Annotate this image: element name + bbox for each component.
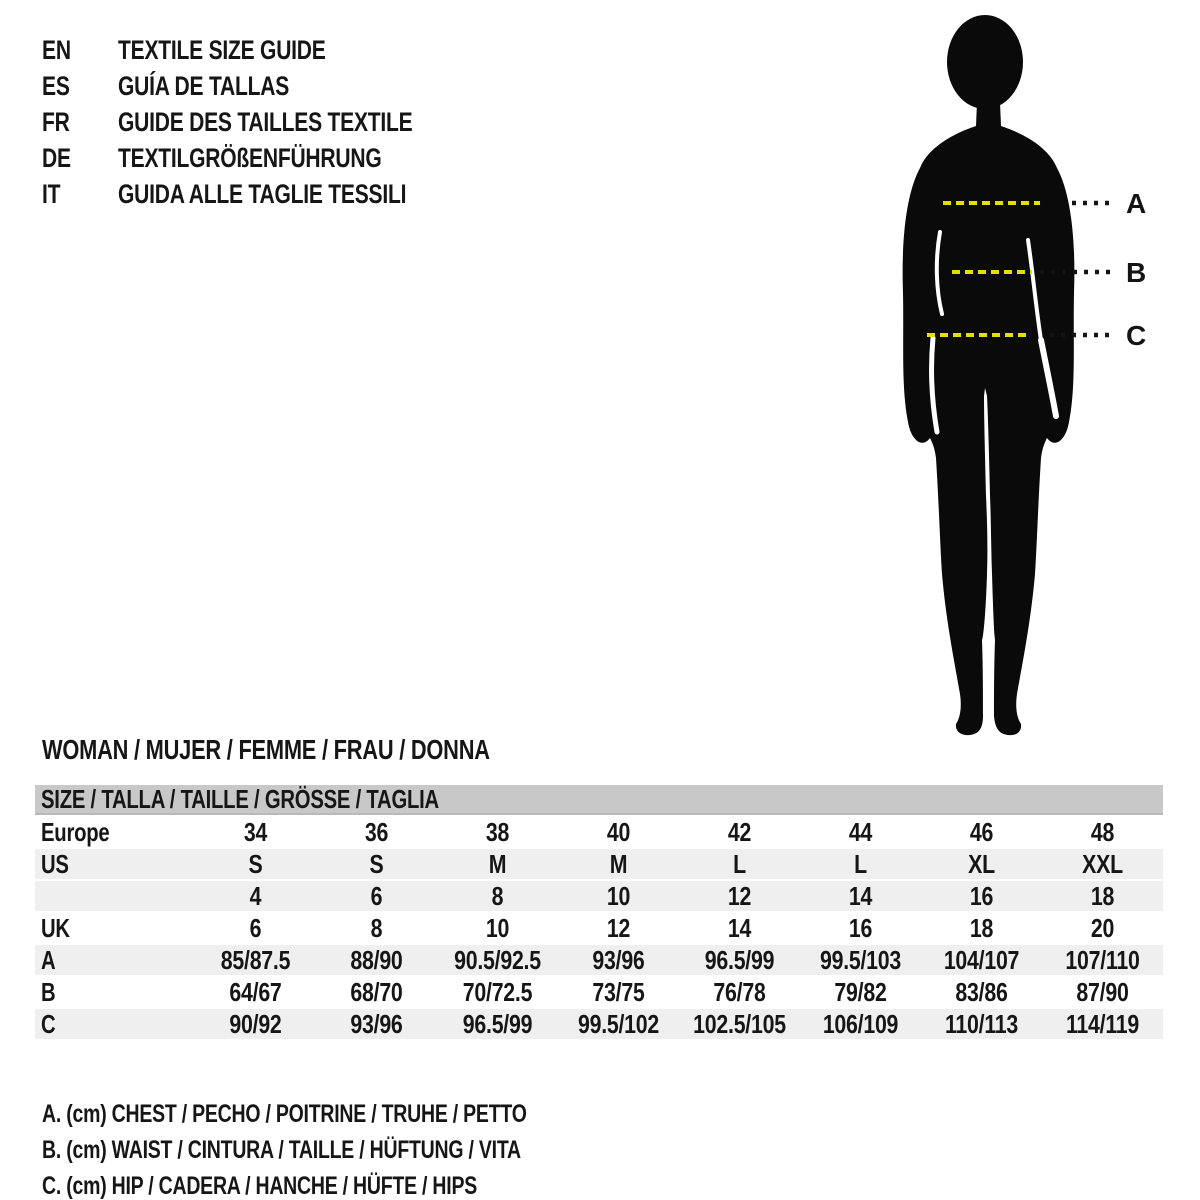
table-cell: M bbox=[488, 848, 507, 879]
table-cell: 14 bbox=[727, 912, 752, 943]
table-cell: 12 bbox=[727, 880, 752, 911]
table-cell: 18 bbox=[1090, 880, 1115, 911]
table-cell: S bbox=[369, 848, 384, 879]
row-label: C bbox=[41, 1008, 56, 1039]
size-table-header-text: SIZE / TALLA / TAILLE / GRÖSSE / TAGLIA bbox=[41, 783, 439, 814]
table-cell: 20 bbox=[1090, 912, 1115, 943]
table-cell: 6 bbox=[249, 912, 262, 943]
row-label: UK bbox=[41, 912, 70, 943]
table-cell: 114/119 bbox=[1065, 1008, 1139, 1039]
table-cell: 8 bbox=[370, 912, 383, 943]
table-row-us-numbers bbox=[35, 879, 1163, 911]
table-cell: 79/82 bbox=[834, 976, 887, 1007]
marker-label-c: C bbox=[1126, 320, 1147, 351]
table-cell: 88/90 bbox=[350, 944, 403, 975]
table-cell: L bbox=[854, 848, 867, 879]
language-code: ES bbox=[42, 70, 70, 101]
guide-title-en: TEXTILE SIZE GUIDE bbox=[118, 34, 326, 65]
table-cell: 64/67 bbox=[229, 976, 282, 1007]
language-row-en bbox=[42, 32, 496, 68]
gender-heading bbox=[42, 732, 616, 768]
marker-label-b: B bbox=[1126, 257, 1147, 288]
table-cell: 40 bbox=[606, 816, 631, 847]
table-cell: M bbox=[609, 848, 628, 879]
row-label: B bbox=[41, 976, 56, 1007]
table-cell: 16 bbox=[969, 880, 994, 911]
table-cell: 10 bbox=[606, 880, 631, 911]
table-cell: 12 bbox=[606, 912, 631, 943]
table-cell: 83/86 bbox=[955, 976, 1008, 1007]
table-cell: 102.5/105 bbox=[693, 1008, 786, 1039]
table-cell: 90/92 bbox=[229, 1008, 282, 1039]
row-label: US bbox=[41, 848, 69, 879]
table-cell: 16 bbox=[848, 912, 873, 943]
table-cell: 4 bbox=[249, 880, 262, 911]
legend-waist-text: B. (cm) WAIST / CINTURA / TAILLE / HÜFTUNG / VITA bbox=[42, 1135, 521, 1164]
table-cell: 96.5/99 bbox=[704, 944, 775, 975]
gender-heading-text: WOMAN / MUJER / FEMME / FRAU / DONNA bbox=[42, 734, 490, 765]
table-cell: 99.5/103 bbox=[819, 944, 902, 975]
row-label: Europe bbox=[41, 816, 110, 847]
language-code: FR bbox=[42, 106, 70, 137]
table-cell: 85/87.5 bbox=[220, 944, 291, 975]
table-cell: S bbox=[248, 848, 263, 879]
table-cell: XL bbox=[968, 848, 995, 879]
table-cell: 104/107 bbox=[943, 944, 1020, 975]
size-table bbox=[35, 785, 1163, 1039]
table-cell: 44 bbox=[848, 816, 873, 847]
table-cell: XXL bbox=[1082, 848, 1123, 879]
table-cell: 36 bbox=[364, 816, 389, 847]
legend-hip-text: C. (cm) HIP / CADERA / HANCHE / HÜFTE / HIPS bbox=[42, 1171, 477, 1200]
language-code: EN bbox=[42, 34, 71, 65]
table-row-europe bbox=[35, 815, 1163, 847]
marker-label-a: A bbox=[1126, 188, 1147, 219]
table-cell: 87/90 bbox=[1076, 976, 1129, 1007]
guide-title-fr: GUIDE DES TAILLES TEXTILE bbox=[118, 106, 413, 137]
silhouette-body bbox=[903, 78, 1075, 735]
table-cell: 38 bbox=[485, 816, 510, 847]
measurement-legend bbox=[42, 1096, 663, 1200]
table-row-chest-a bbox=[35, 943, 1163, 975]
size-table-header bbox=[35, 785, 1163, 815]
table-cell: 90.5/92.5 bbox=[454, 944, 541, 975]
silhouette-svg bbox=[880, 8, 1170, 748]
table-cell: 110/113 bbox=[944, 1008, 1018, 1039]
language-row-es bbox=[42, 68, 496, 104]
table-cell: 73/75 bbox=[592, 976, 645, 1007]
table-row-waist-b bbox=[35, 975, 1163, 1007]
table-cell: 8 bbox=[491, 880, 504, 911]
guide-title-de: TEXTILGRÖßENFÜHRUNG bbox=[118, 142, 382, 173]
guide-title-es: GUÍA DE TALLAS bbox=[118, 70, 290, 101]
table-row-hip-c bbox=[35, 1007, 1163, 1039]
table-cell: 34 bbox=[243, 816, 268, 847]
legend-row-hip bbox=[42, 1168, 663, 1200]
table-cell: 68/70 bbox=[350, 976, 403, 1007]
woman-silhouette-figure bbox=[880, 8, 1170, 748]
legend-row-chest bbox=[42, 1096, 663, 1132]
language-code: DE bbox=[42, 142, 71, 173]
table-cell: 18 bbox=[969, 912, 994, 943]
table-cell: 76/78 bbox=[713, 976, 766, 1007]
language-title-list bbox=[42, 32, 496, 212]
table-cell: 6 bbox=[370, 880, 383, 911]
table-cell: 96.5/99 bbox=[462, 1008, 533, 1039]
table-cell: 106/109 bbox=[822, 1008, 899, 1039]
table-row-us-letters bbox=[35, 847, 1163, 879]
table-cell: 10 bbox=[485, 912, 510, 943]
language-code: IT bbox=[42, 178, 61, 209]
table-cell: 99.5/102 bbox=[577, 1008, 660, 1039]
table-cell: 107/110 bbox=[1065, 944, 1140, 975]
table-cell: 70/72.5 bbox=[462, 976, 533, 1007]
table-cell: 48 bbox=[1090, 816, 1115, 847]
table-cell: 93/96 bbox=[592, 944, 645, 975]
language-row-it bbox=[42, 176, 496, 212]
legend-chest-text: A. (cm) CHEST / PECHO / POITRINE / TRUHE / PETTO bbox=[42, 1099, 527, 1128]
guide-title-it: GUIDA ALLE TAGLIE TESSILI bbox=[118, 178, 407, 209]
table-cell: 93/96 bbox=[350, 1008, 403, 1039]
row-label: A bbox=[41, 944, 56, 975]
table-cell: L bbox=[733, 848, 746, 879]
language-row-fr bbox=[42, 104, 496, 140]
table-cell: 46 bbox=[969, 816, 994, 847]
table-cell: 42 bbox=[727, 816, 752, 847]
table-cell: 14 bbox=[848, 880, 873, 911]
language-row-de bbox=[42, 140, 496, 176]
legend-row-waist bbox=[42, 1132, 663, 1168]
table-row-uk bbox=[35, 911, 1163, 943]
